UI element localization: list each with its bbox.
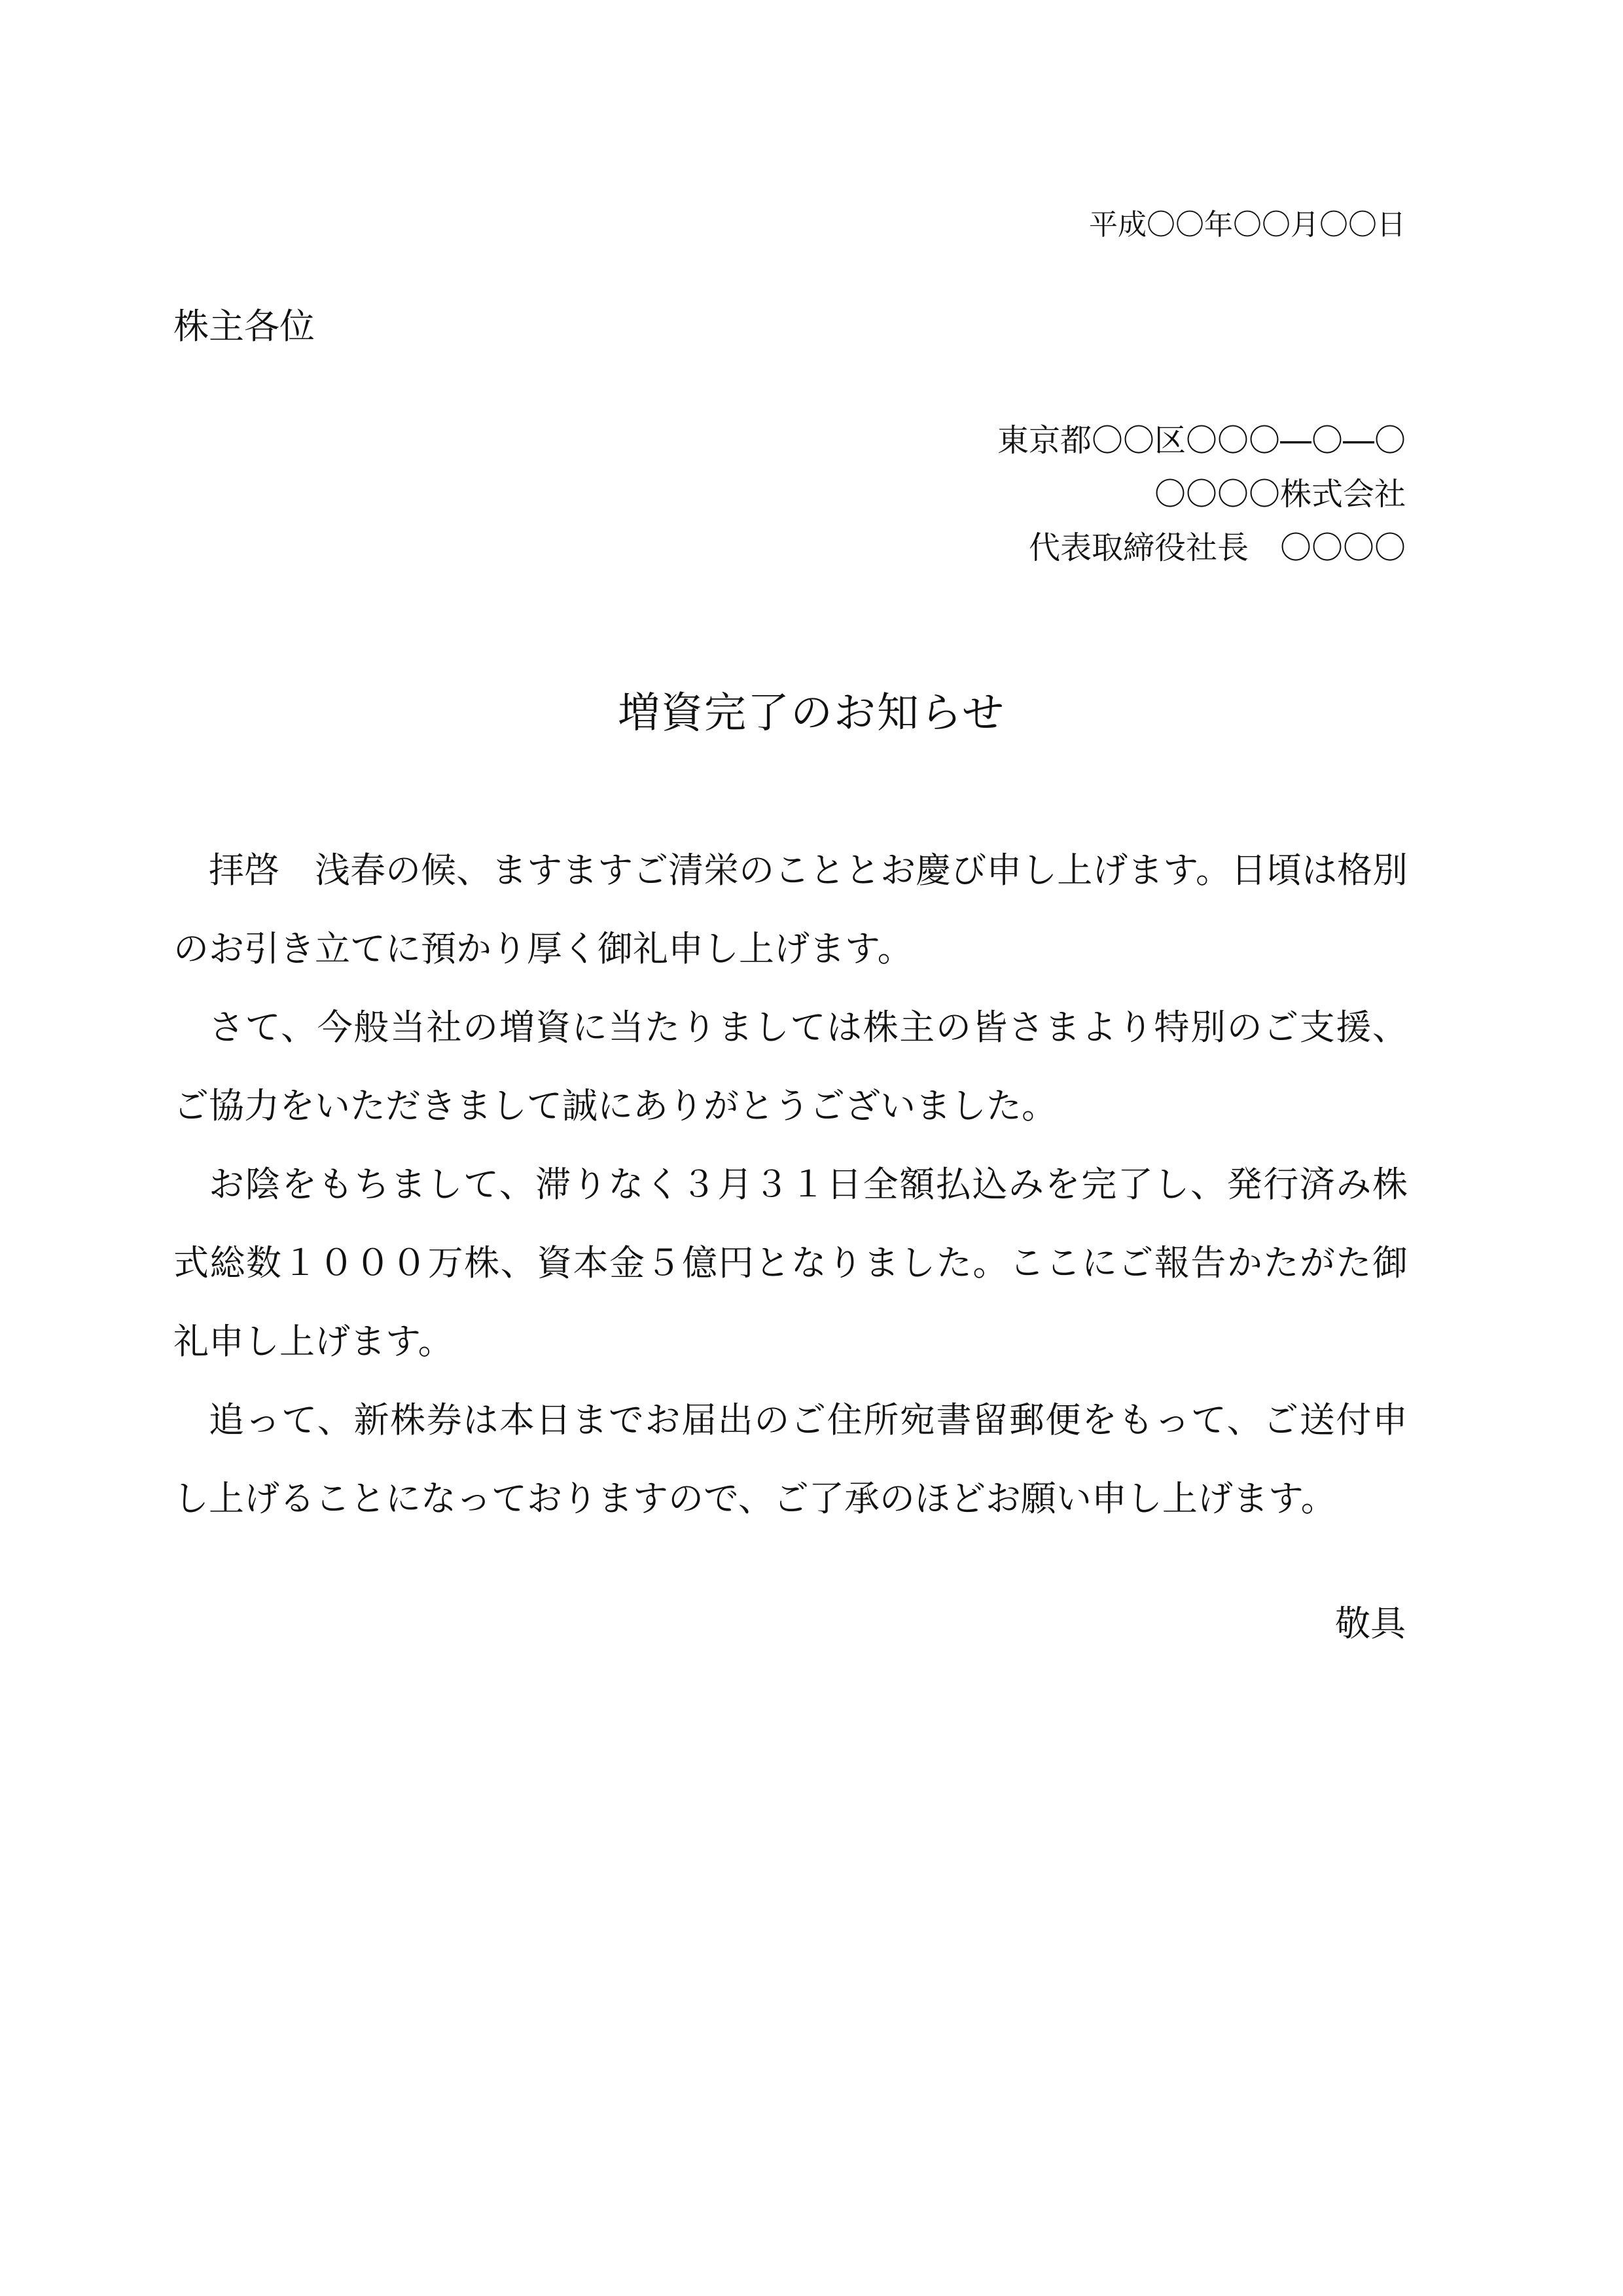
sender-address: 東京都〇〇区〇〇〇―〇―〇: [997, 422, 1406, 459]
letter-addressee: 株主各位: [173, 306, 315, 347]
body-paragraph: 拝啓 浅春の候、ますますご清栄のこととお慶び申し上げます。日頃は格別のお引き立てに預かり厚く御礼申し上げます。: [173, 850, 1408, 969]
letter-title: 増資完了のお知らせ: [617, 689, 1006, 738]
letter-body: [173, 831, 1408, 1538]
sender-representative: 代表取締役社長 〇〇〇〇: [1028, 529, 1406, 566]
letter-closing: 敬具: [1335, 1603, 1406, 1644]
body-paragraph: お陰をもちまして、滞りなく３月３１日全額払込みを完了し、発行済み株式総数１０００万株、資本金５億円となりました。ここにご報告かたがた御礼申し上げます。: [173, 1164, 1408, 1362]
sender-block: [997, 414, 1406, 575]
body-paragraph: 追って、新株券は本日までお届出のご住所宛書留郵便をもって、ご送付申し上げることになっておりますので、ご了承のほどお願い申し上げます。: [173, 1399, 1408, 1519]
letter-date: 平成〇〇年〇〇月〇〇日: [1089, 208, 1406, 242]
sender-company: 〇〇〇〇株式会社: [1154, 476, 1406, 512]
body-paragraph: さて、今般当社の増資に当たりましては株主の皆さまより特別のご支援、ご協力をいただきまして誠にありがとうございました。: [173, 1007, 1408, 1126]
